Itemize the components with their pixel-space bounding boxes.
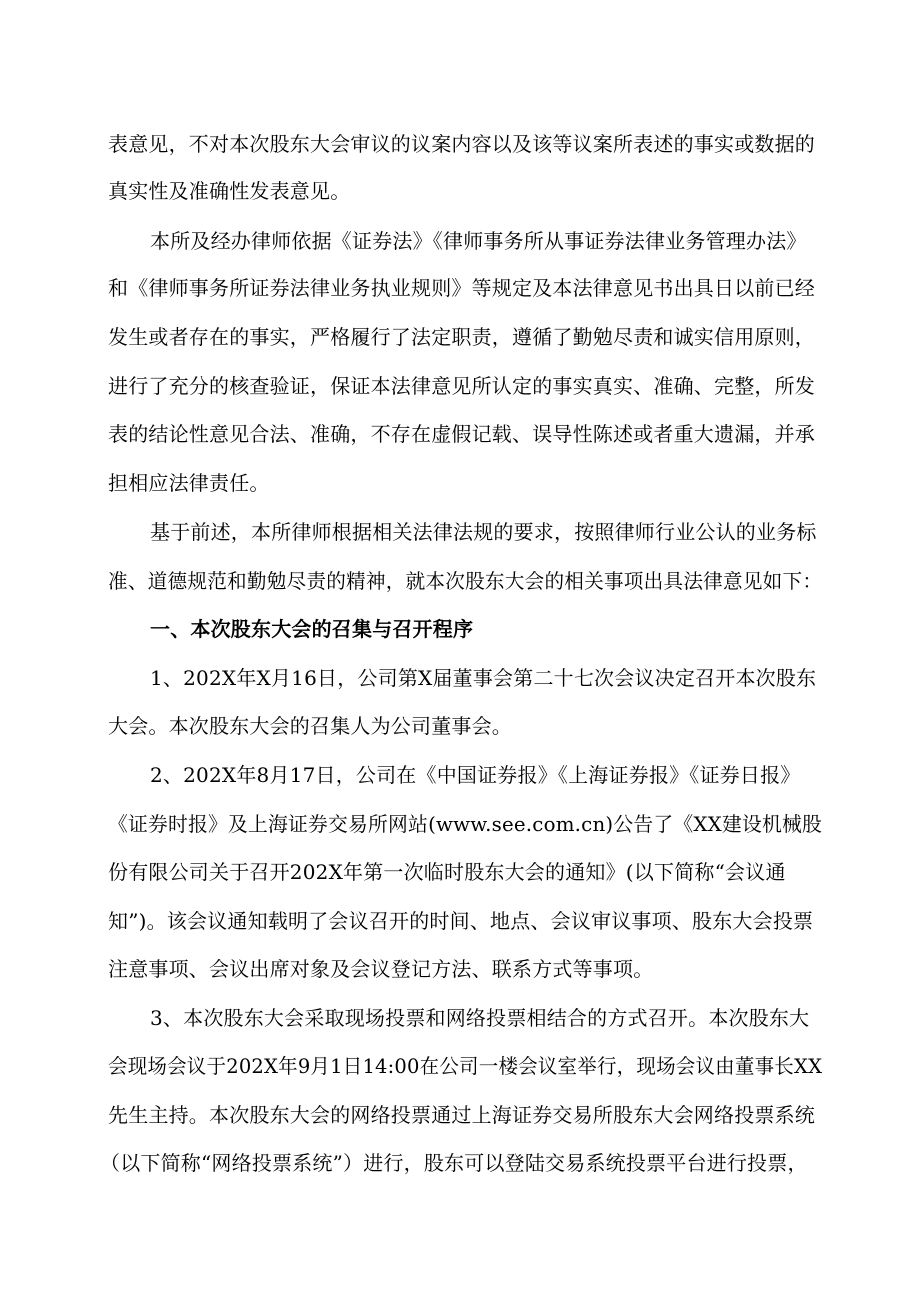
paragraph-2-line-5: 表的结论性意见合法、准确，不存在虚假记载、误导性陈述或者重大遗漏，并承 (108, 422, 815, 446)
paragraph-2-line-2: 和《律师事务所证券法律业务执业规则》等规定及本法律意见书出具日以前已经 (108, 276, 815, 300)
item-2-line-5: 注意事项、会议出席对象及会议登记方法、联系方式等事项。 (108, 957, 654, 981)
paragraph-2-line-4: 进行了充分的核查验证，保证本法律意见所认定的事实真实、准确、完整，所发 (108, 374, 815, 398)
paragraph-3-line-1: 基于前述，本所律师根据相关法律法规的要求，按照律师行业公认的业务标 (150, 520, 817, 544)
item-3-line-4: （以下简称“网络投票系统”）进行，股东可以登陆交易系统投票平台进行投票， (100, 1151, 808, 1175)
paragraph-3-line-2: 准、道德规范和勤勉尽责的精神，就本次股东大会的相关事项出具法律意见如下： (108, 569, 823, 593)
paragraph-2-line-3: 发生或者存在的事实，严格履行了法定职责，遵循了勤勉尽责和诚实信用原则， (108, 325, 815, 349)
paragraph-1-line-1: 表意见，不对本次股东大会审议的议案内容以及该等议案所表述的事实或数据的 (108, 132, 815, 156)
item-3-line-1: 3、本次股东大会采取现场投票和网络投票相结合的方式召开。本次股东大 (150, 1006, 810, 1030)
section-heading-1: 一、本次股东大会的召集与召开程序 (150, 617, 474, 641)
item-1-line-1: 1、202X年X月16日，公司第X届董事会第二十七次会议决定召开本次股东 (150, 666, 817, 690)
item-3-line-3: 先生主持。本次股东大会的网络投票通过上海证券交易所股东大会网络投票系统 (108, 1103, 815, 1127)
item-1-line-2: 大会。本次股东大会的召集人为公司董事会。 (108, 714, 512, 738)
item-3-line-2: 会现场会议于202X年9月1日14:00在公司一楼会议室举行，现场会议由董事长XX (108, 1054, 823, 1078)
item-2-line-3: 份有限公司关于召开202X年第一次临时股东大会的通知》(以下简称“会议通 (108, 860, 786, 884)
item-2-line-2: 《证券时报》及上海证券交易所网站(www.see.com.cn)公告了《XX建设机械股 (108, 812, 822, 836)
paragraph-2-line-6: 担相应法律责任。 (108, 471, 270, 495)
paragraph-2-line-1: 本所及经办律师依据《证券法》《律师事务所从事证券法律业务管理办法》 (150, 229, 807, 253)
item-2-line-4: 知”)。该会议通知载明了会议召开的时间、地点、会议审议事项、股东大会投票 (108, 909, 814, 933)
item-2-line-1: 2、202X年8月17日，公司在《中国证券报》《上海证券报》《证券日报》 (150, 763, 801, 787)
paragraph-1-line-2: 真实性及准确性发表意见。 (108, 179, 351, 203)
